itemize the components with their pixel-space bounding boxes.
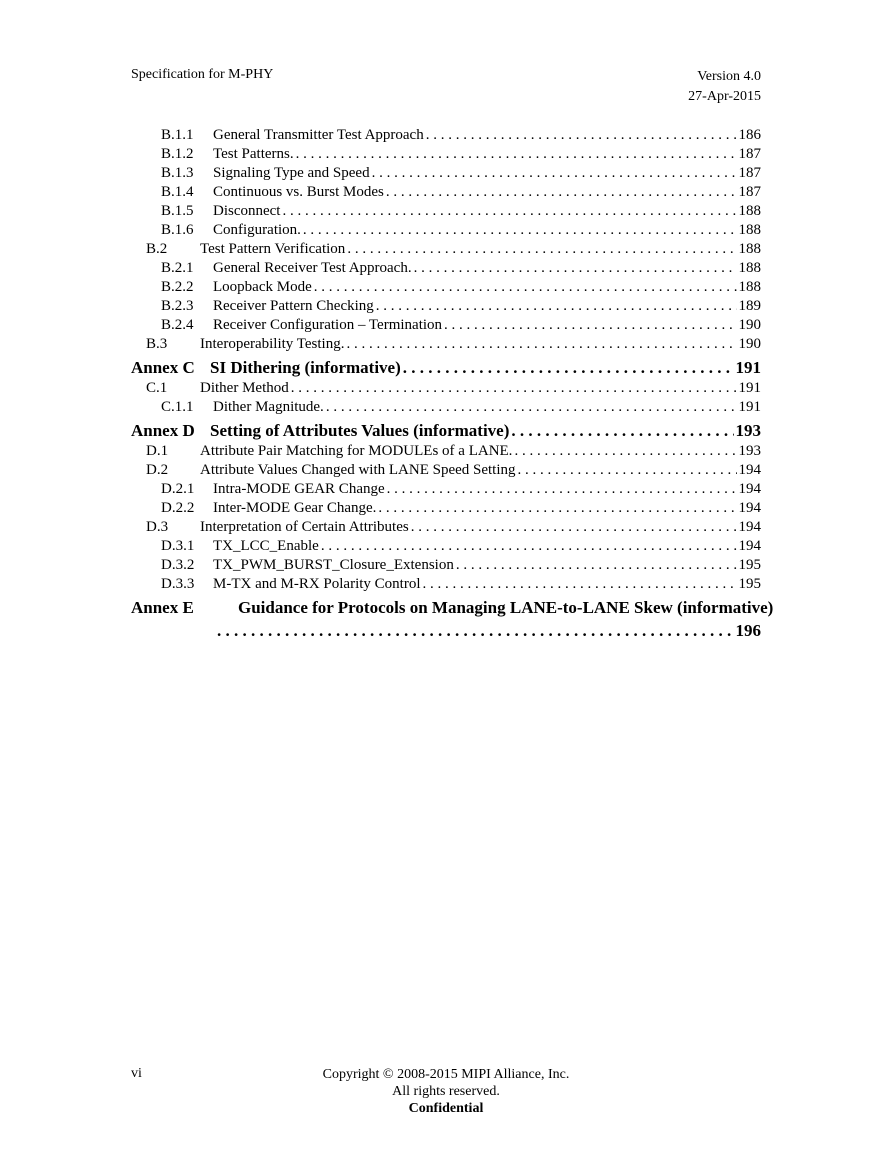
toc-title: SI Dithering (informative) [210,358,401,377]
header-date: 27-Apr-2015 [688,89,761,104]
toc-title: TX_PWM_BURST_Closure_Extension [213,557,454,573]
toc-title: Test Patterns. [213,146,294,162]
dot-leader [347,240,736,259]
dot-leader [326,398,737,417]
dot-leader [303,221,737,240]
dot-leader [282,202,736,221]
toc-number: B.3 [146,336,168,352]
toc-title: TX_LCC_Enable [213,538,319,554]
toc-number: B.2.1 [161,260,194,276]
toc-entry-b2[interactable] [131,240,761,259]
toc-title: Attribute Pair Matching for MODULEs of a LANE. [200,443,513,459]
toc-title: Configuration. [213,222,301,238]
toc-page: 187 [738,146,761,162]
toc-entry-d31[interactable] [131,537,761,556]
toc-page: 195 [738,557,761,573]
toc-page: 188 [738,279,761,295]
toc-entry-d21[interactable] [131,480,761,499]
footer-copyright: Copyright © 2008-2015 MIPI Alliance, Inc. [322,1067,570,1082]
dot-leader [314,278,737,297]
toc-entry-b22[interactable] [131,278,761,297]
toc-entry-b23[interactable] [131,297,761,316]
toc-page: 190 [738,317,761,333]
toc-title: Setting of Attributes Values (informative) [210,421,510,440]
dot-leader [372,164,737,183]
dot-leader [514,442,736,461]
toc-title: Receiver Pattern Checking [213,298,374,314]
toc-title: General Receiver Test Approach. [213,260,412,276]
toc-entry-annex-d[interactable] [131,419,761,442]
toc-entry-b12[interactable] [131,145,761,164]
footer-page-number: vi [131,1066,142,1081]
toc-title: Inter-MODE Gear Change. [213,500,377,516]
toc-title: Intra-MODE GEAR Change [213,481,385,497]
toc-page: 191 [738,380,761,396]
header-doc-title: Specification for M-PHY [131,67,274,82]
toc-page: 188 [738,260,761,276]
toc-number: B.1.6 [161,222,194,238]
toc-page: 188 [738,222,761,238]
toc-title: Receiver Configuration – Termination [213,317,443,333]
toc-number: Annex D [131,421,195,440]
footer-copyright-block [296,1066,596,1117]
dot-leader [403,356,734,379]
dot-leader [518,461,737,480]
dot-leader [346,335,736,354]
toc-page: 188 [738,203,761,219]
toc-title: Signaling Type and Speed [213,165,370,181]
table-of-contents [131,126,774,642]
toc-title: Loopback Mode [213,279,312,295]
toc-number: B.2.2 [161,279,194,295]
toc-title: Disconnect [213,203,281,219]
toc-page: 191 [735,358,761,377]
toc-title: Attribute Values Changed with LANE Speed Setting [200,462,516,478]
toc-number: B.2 [146,241,168,257]
toc-entry-c1[interactable] [131,379,761,398]
dot-leader [414,259,737,278]
toc-entry-d32[interactable] [131,556,761,575]
toc-number: D.3.1 [161,538,195,554]
dot-leader [444,316,736,335]
toc-number: D.3.3 [161,576,195,592]
toc-entry-d33[interactable] [131,575,761,594]
toc-page: 188 [738,241,761,257]
toc-entry-b16[interactable] [131,221,761,240]
toc-page: 187 [738,165,761,181]
toc-page: 191 [738,399,761,415]
dot-leader [296,145,737,164]
dot-leader [426,126,737,145]
toc-entry-d2[interactable] [131,461,761,480]
toc-number: D.2 [146,462,169,478]
toc-number: B.1.2 [161,146,194,162]
toc-title: Interpretation of Certain Attributes [200,519,409,535]
toc-number: B.1.4 [161,184,194,200]
toc-entry-b14[interactable] [131,183,761,202]
toc-number: D.2.1 [161,481,195,497]
toc-title: Dither Magnitude. [213,399,324,415]
toc-page: 196 [735,621,761,640]
dot-leader [511,419,733,442]
toc-page: 189 [738,298,761,314]
dot-leader [321,537,737,556]
toc-number: B.1.1 [161,127,194,143]
toc-entry-d1[interactable] [131,442,761,461]
toc-page: 193 [738,443,761,459]
toc-entry-c11[interactable] [131,398,761,417]
toc-number: C.1.1 [161,399,194,415]
footer-rights: All rights reserved. [392,1084,500,1099]
dot-leader [376,297,737,316]
toc-title: Continuous vs. Burst Modes [213,184,384,200]
toc-page: 187 [738,184,761,200]
toc-number: D.3.2 [161,557,195,573]
toc-page: 193 [735,421,761,440]
toc-title: Interoperability Testing. [200,336,345,352]
toc-number: Annex E [131,598,194,617]
toc-number: D.2.2 [161,500,195,516]
toc-number: Annex C [131,358,195,377]
toc-entry-annex-c[interactable] [131,356,761,379]
toc-page: 186 [738,127,761,143]
toc-number: B.2.3 [161,298,194,314]
toc-number: D.3 [146,519,169,535]
toc-entry-d3[interactable] [131,518,761,537]
toc-title: Test Pattern Verification [200,241,346,257]
dot-leader [423,575,737,594]
toc-number: D.1 [146,443,169,459]
toc-title: Guidance for Protocols on Managing LANE-to-LANE Skew (informative) [238,598,774,617]
toc-page: 194 [738,519,761,535]
dot-leader [378,499,736,518]
toc-page: 195 [738,576,761,592]
toc-title: General Transmitter Test Approach [213,127,424,143]
dot-leader [291,379,737,398]
dot-leader [387,480,737,499]
toc-entry-d22[interactable] [131,499,761,518]
toc-page: 194 [738,500,761,516]
dot-leader [386,183,737,202]
toc-entry-b15[interactable] [131,202,761,221]
dot-leader [456,556,737,575]
toc-entry-b11[interactable] [131,126,761,145]
toc-entry-b3[interactable] [131,335,761,354]
toc-number: B.1.3 [161,165,194,181]
footer-confidential: Confidential [408,1101,484,1116]
toc-page: 190 [738,336,761,352]
toc-number: B.1.5 [161,203,194,219]
toc-entry-b21[interactable] [131,259,761,278]
header-version-block [688,67,761,107]
dot-leader [411,518,737,537]
toc-entry-b24[interactable] [131,316,761,335]
toc-entry-b13[interactable] [131,164,761,183]
toc-page: 194 [738,481,761,497]
toc-title: Dither Method [200,380,289,396]
header-version: Version 4.0 [697,69,761,84]
toc-number: C.1 [146,380,168,396]
toc-page: 194 [738,538,761,554]
toc-title: M-TX and M-RX Polarity Control [213,576,421,592]
toc-number: B.2.4 [161,317,194,333]
toc-page: 194 [738,462,761,478]
dot-leader [217,619,733,642]
toc-entry-annex-e[interactable] [131,596,774,642]
